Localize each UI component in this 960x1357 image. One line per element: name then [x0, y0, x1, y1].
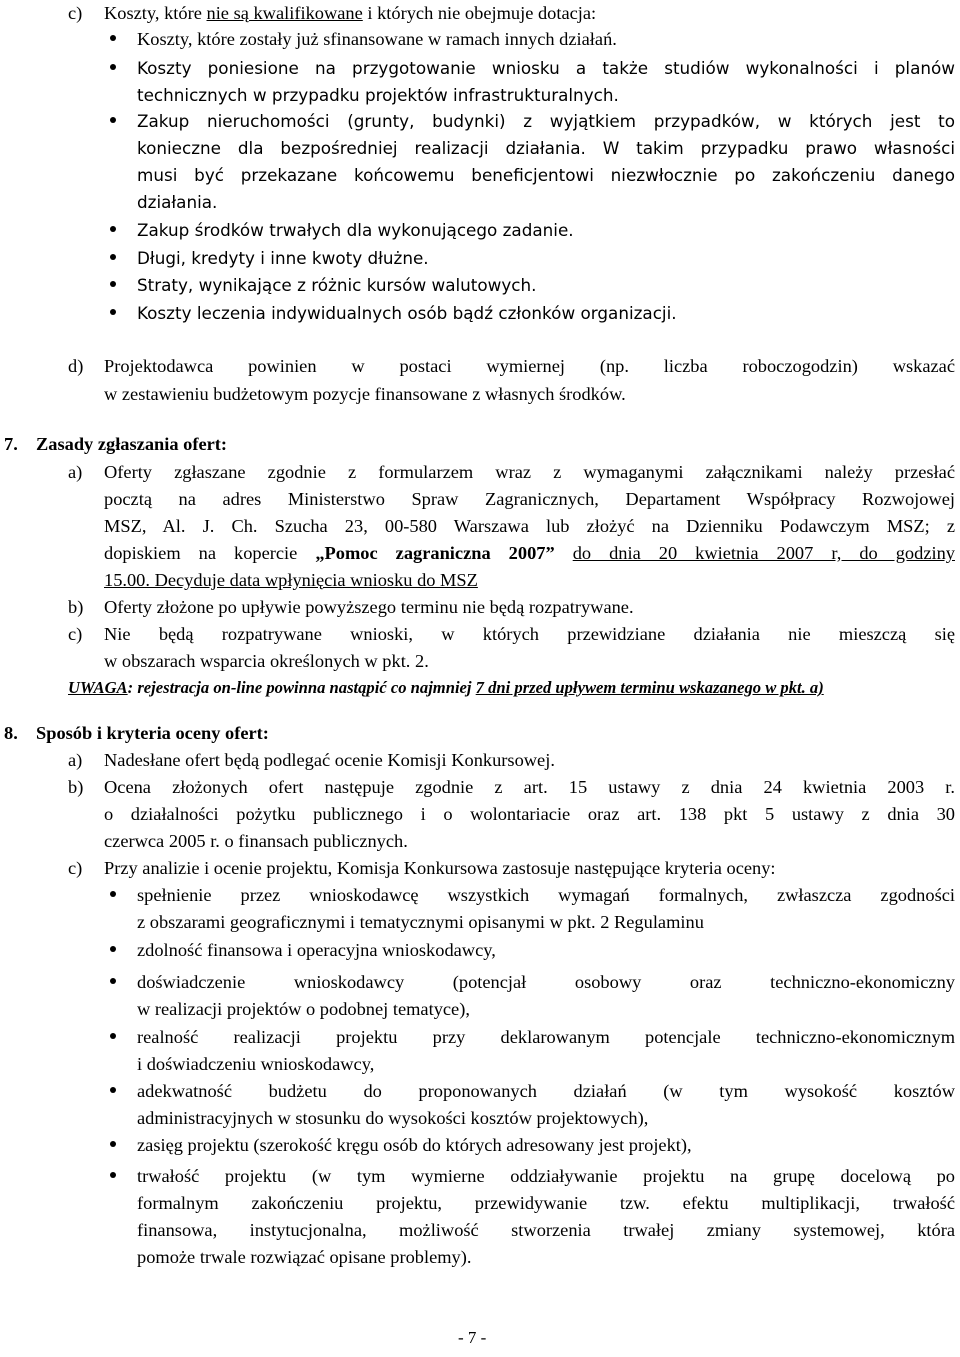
bullet-icon: [110, 64, 116, 70]
section-8b-line-2: o działalności pożytku publicznego i o wolontariacie oraz art. 138 pkt 5 ustawy z dnia 30: [104, 804, 955, 824]
cost-item-4: Zakup środków trwałych dla wykonującego zadanie.: [137, 220, 574, 240]
cost-item-6: Straty, wynikające z różnic kursów walutowych.: [137, 275, 537, 295]
bullet-icon: [110, 281, 116, 287]
section-7b-label: b): [68, 597, 84, 617]
section-7a-line-3: MSZ, Al. J. Ch. Szucha 23, 00-580 Warszawa lub złożyć na Dzienniku Podawczym MSZ; z: [104, 516, 955, 536]
section-d-label: d): [68, 356, 84, 376]
section-7-number: 7.: [4, 434, 18, 454]
section-c-heading: Koszty, które nie są kwalifikowane i których nie obejmuje dotacja:: [104, 3, 597, 23]
page-number: - 7 -: [458, 1328, 487, 1347]
section-8-number: 8.: [4, 723, 18, 743]
section-7a-line-5: 15.00. Decyduje data wpłynięcia wniosku do MSZ: [104, 570, 478, 590]
section-7-title: Zasady zgłaszania ofert:: [36, 434, 228, 454]
criterion-7-line-3: finansowa, instytucjonalna, możliwość stworzenia trwałej zmiany systemowej, która: [137, 1220, 955, 1240]
criterion-4: realność realizacji projektu przy deklarowanym potencjale techniczno-ekonomicznym: [137, 1027, 955, 1047]
bullet-icon: [110, 1172, 116, 1178]
criterion-5-line-2: administracyjnych w stosunku do wysokości kosztów projektowych),: [137, 1108, 649, 1128]
bullet-icon: [110, 309, 116, 315]
section-8c-text: Przy analizie i ocenie projektu, Komisja Konkursowa zastosuje następujące kryteria oceny:: [104, 858, 776, 878]
section-d-line-1: Projektodawca powinien w postaci wymiernej (np. liczba roboczogodzin) wskazać: [104, 356, 955, 376]
section-7a-label: a): [68, 462, 83, 482]
section-8c-label: c): [68, 858, 83, 878]
section-8b-line-3: czerwca 2005 r. o finansach publicznych.: [104, 831, 408, 851]
criterion-7: trwałość projektu (w tym wymierne oddziaływanie projektu na grupę docelową po: [137, 1166, 955, 1186]
criterion-5: adekwatność budżetu do proponowanych działań (w tym wysokość kosztów: [137, 1081, 955, 1101]
criterion-2: zdolność finansowa i operacyjna wnioskodawcy,: [137, 940, 496, 960]
bullet-icon: [110, 1141, 116, 1147]
cost-item-2-line-2: technicznych w przypadku projektów infrastrukturalnych.: [137, 85, 619, 105]
cost-item-7: Koszty leczenia indywidualnych osób bądź członków organizacji.: [137, 303, 677, 323]
criterion-1: spełnienie przez wnioskodawcę wszystkich wymagań formalnych, zwłaszcza zgodności: [137, 885, 955, 905]
criterion-7-line-2: formalnym zakończeniu projektu, przewidywanie tzw. efektu multiplikacji, trwałość: [137, 1193, 955, 1213]
criterion-3: doświadczenie wnioskodawcy (potencjał osobowy oraz techniczno-ekonomiczny: [137, 972, 955, 992]
criterion-7-line-4: pomoże trwale rozwiązać opisane problemy).: [137, 1247, 472, 1267]
bullet-icon: [110, 226, 116, 232]
bullet-icon: [110, 254, 116, 260]
section-8a-label: a): [68, 750, 83, 770]
cost-item-2: Koszty poniesione na przygotowanie wniosku a także studiów wykonalności i planów: [137, 58, 955, 78]
bullet-icon: [110, 978, 116, 984]
cost-item-3-line-3: musi być przekazane końcowemu beneficjentowi niezwłocznie po zakończeniu danego: [137, 165, 955, 185]
cost-item-5: Długi, kredyty i inne kwoty dłużne.: [137, 248, 429, 268]
section-8a-text: Nadesłane ofert będą podlegać ocenie Komisji Konkursowej.: [104, 750, 555, 770]
section-c-label: c): [68, 3, 83, 23]
cost-item-3: Zakup nieruchomości (grunty, budynki) z wyjątkiem przypadków, w których jest to: [137, 111, 955, 131]
criterion-3-line-2: w realizacji projektów o podobnej tematyce),: [137, 999, 470, 1019]
section-7a-line-1: Oferty zgłaszane zgodnie z formularzem wraz z wymaganymi załącznikami należy przesłać: [104, 462, 955, 482]
bullet-icon: [110, 117, 116, 123]
section-8-title: Sposób i kryteria oceny ofert:: [36, 723, 269, 743]
section-7a-line-4: dopiskiem na kopercie „Pomoc zagraniczna 2007” do dnia 20 kwietnia 2007 r, do godziny: [104, 543, 955, 563]
section-7a-line-2: pocztą na adres Ministerstwo Spraw Zagranicznych, Departament Współpracy Rozwojowej: [104, 489, 955, 509]
bullet-icon: [110, 1033, 116, 1039]
section-d-line-2: w zestawieniu budżetowym pozycje finansowane z własnych środków.: [104, 384, 626, 404]
criterion-4-line-2: i doświadczeniu wnioskodawcy,: [137, 1054, 375, 1074]
cost-item-1: Koszty, które zostały już sfinansowane w ramach innych działań.: [137, 29, 617, 49]
cost-item-3-line-4: działania.: [137, 192, 218, 212]
section-8b-line-1: Ocena złożonych ofert następuje zgodnie z art. 15 ustawy z dnia 24 kwietnia 2003 r.: [104, 777, 955, 797]
section-7c-label: c): [68, 624, 83, 644]
section-7c-line-1: Nie będą rozpatrywane wnioski, w których przewidziane działania nie mieszczą się: [104, 624, 955, 644]
bullet-icon: [110, 1087, 116, 1093]
section-8b-label: b): [68, 777, 84, 797]
bullet-icon: [110, 946, 116, 952]
bullet-icon: [110, 891, 116, 897]
cost-item-3-line-2: konieczne dla bezpośredniej realizacji działania. W takim przypadku prawo własności: [137, 138, 955, 158]
section-7c-line-2: w obszarach wsparcia określonych w pkt. 2.: [104, 651, 429, 671]
criterion-1-line-2: z obszarami geograficznymi i tematycznymi opisanymi w pkt. 2 Regulaminu: [137, 912, 704, 932]
section-7b-text: Oferty złożone po upływie powyższego terminu nie będą rozpatrywane.: [104, 597, 634, 617]
bullet-icon: [110, 35, 116, 41]
registration-note: UWAGA: rejestracja on-line powinna nastąpić co najmniej 7 dni przed upływem terminu wskazanego w pkt. a): [68, 678, 824, 697]
criterion-6: zasięg projektu (szerokość kręgu osób do których adresowany jest projekt),: [137, 1135, 692, 1155]
